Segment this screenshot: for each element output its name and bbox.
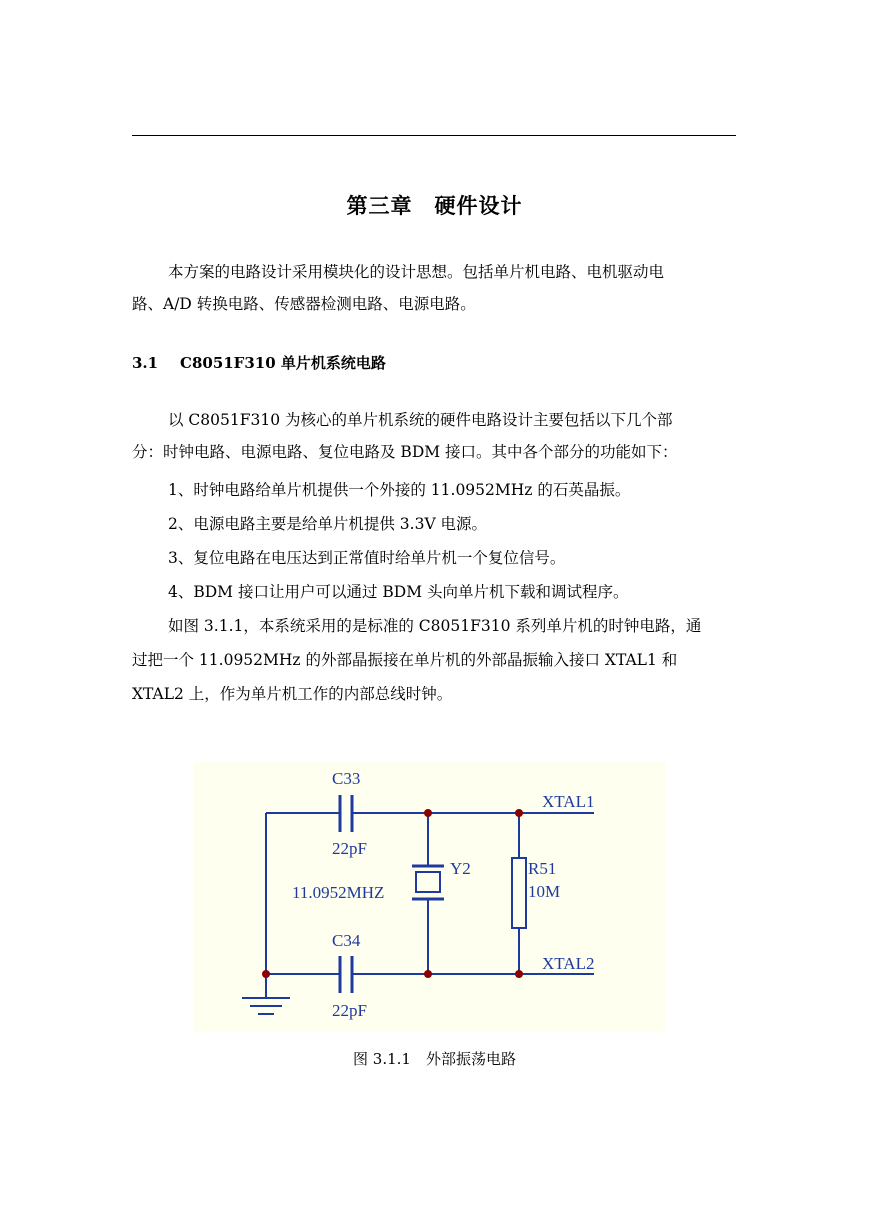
body-p2-line-3: XTAL2 上，作为单片机工作的内部总线时钟。 [132,685,453,703]
body-p1-line-2: 分：时钟电路、电源电路、复位电路及 BDM 接口。其中各个部分的功能如下： [132,443,678,461]
c33-value: 22pF [332,839,367,858]
c34-capacitor [340,956,352,993]
y2-label: Y2 [450,859,471,878]
chapter-title: 第三章 硬件设计 [346,194,523,218]
body-p2-line-2: 过把一个 11.0952MHz 的外部晶振接在单片机的外部晶振输入接口 XTAL1 和 [132,651,678,669]
c33-capacitor [340,795,352,832]
figure-caption: 图 3.1.1 外部振荡电路 [353,1050,516,1068]
oscillator-schematic [194,762,666,1032]
list-item-1: 1、时钟电路给单片机提供一个外接的 11.0952MHz 的石英晶振。 [168,481,631,499]
intro-paragraph [132,260,736,282]
xtal2-label: XTAL2 [542,954,595,973]
c34-label: C34 [332,931,361,950]
list-item-4: 4、BDM 接口让用户可以通过 BDM 头向单片机下载和调试程序。 [168,583,629,601]
r51-value: 10M [528,882,561,901]
ground-icon [242,998,290,1014]
body-p2-line-1: 如图 3.1.1，本系统采用的是标准的 C8051F310 系列单片机的时钟电路，通 [168,617,702,635]
r51-resistor [512,858,526,928]
c34-value: 22pF [332,1001,367,1020]
header-rule [132,135,736,136]
circuit-figure [194,762,666,1032]
section-heading [132,352,386,373]
y2-value: 11.0952MHZ [292,883,385,902]
section-title: C8051F310 单片机系统电路 [180,354,386,372]
y2-crystal [412,866,444,899]
list-item-2: 2、电源电路主要是给单片机提供 3.3V 电源。 [168,515,488,533]
c33-label: C33 [332,769,361,788]
xtal1-label: XTAL1 [542,792,595,811]
intro-line-2: 路、A/D 转换电路、传感器检测电路、电源电路。 [132,295,476,313]
section-number: 3.1 [132,354,159,372]
r51-label: R51 [528,859,557,878]
body-p1-line-1: 以 C8051F310 为核心的单片机系统的硬件电路设计主要包括以下几个部 [168,411,673,429]
list-item-3: 3、复位电路在电压达到正常值时给单片机一个复位信号。 [168,549,566,567]
intro-line-1: 本方案的电路设计采用模块化的设计思想。包括单片机电路、电机驱动电 [168,263,665,281]
